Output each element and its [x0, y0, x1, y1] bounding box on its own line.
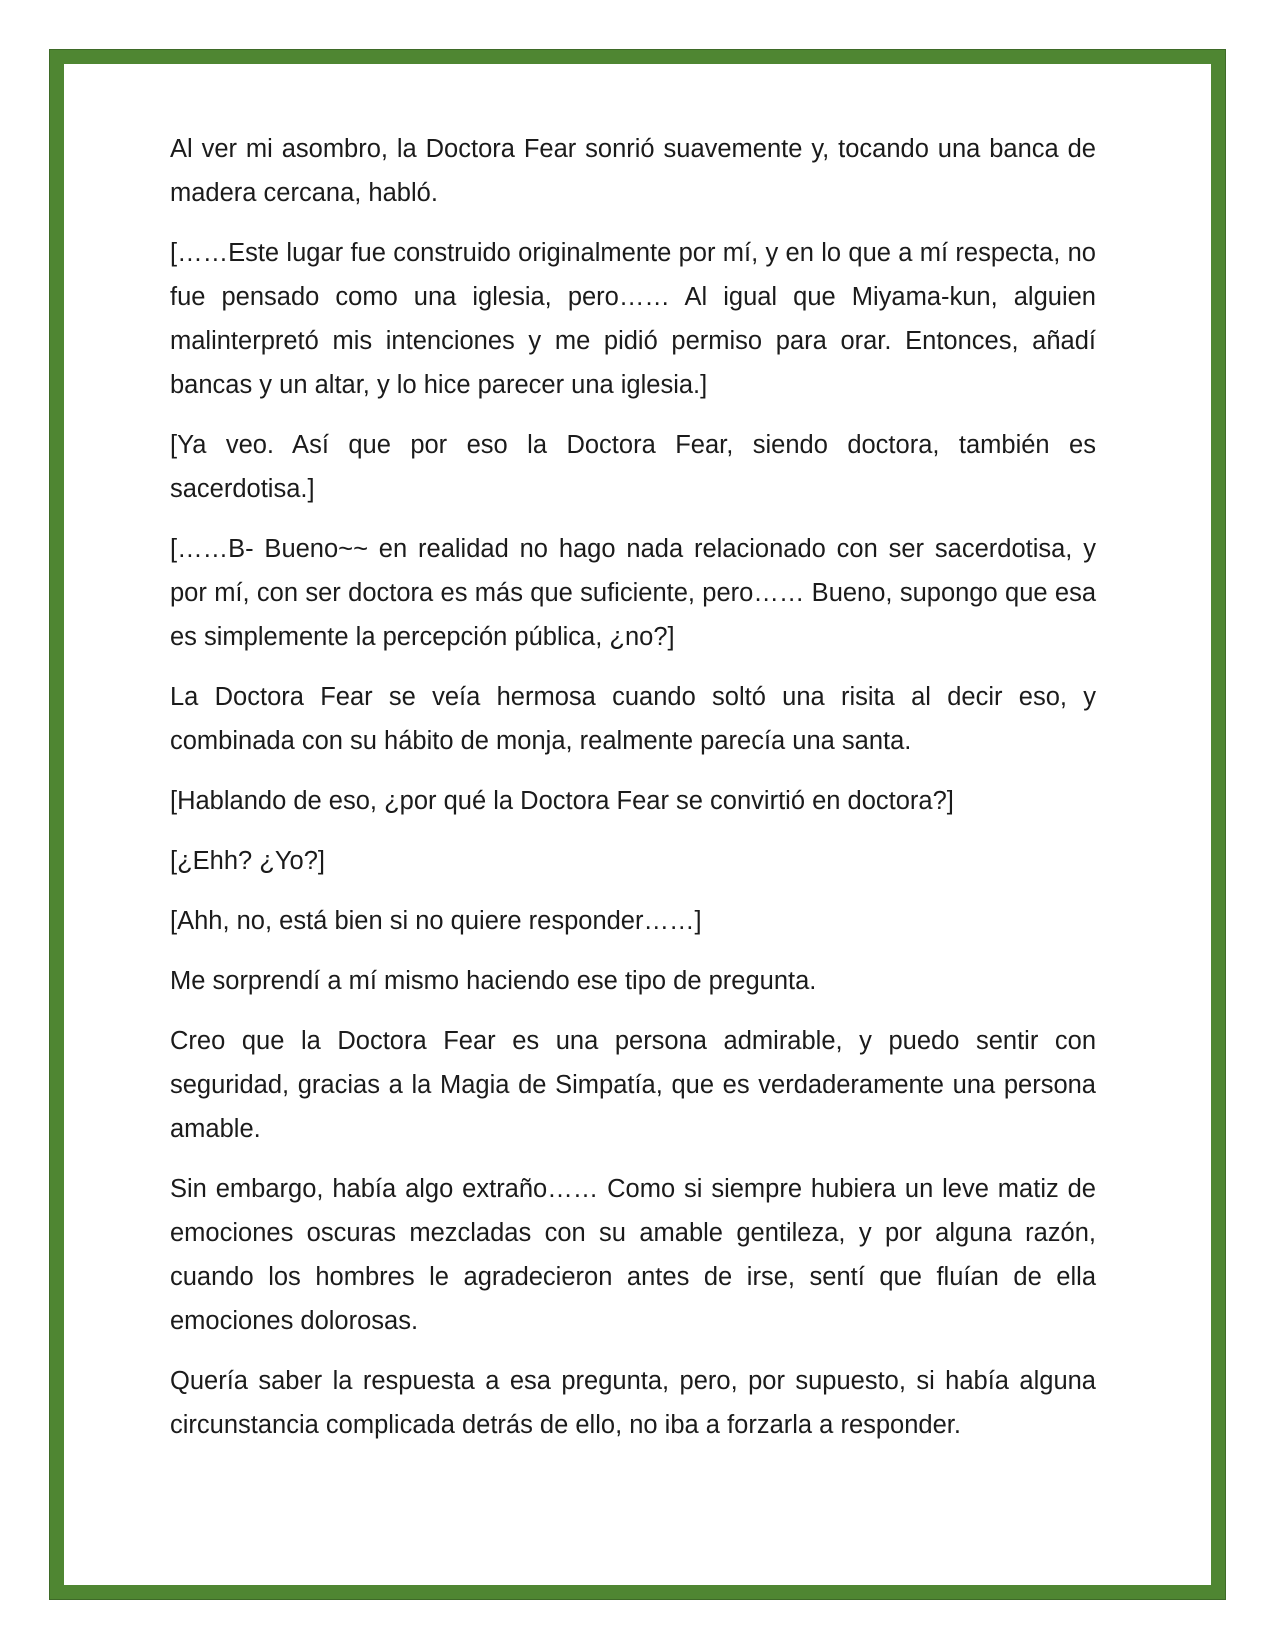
paragraph: [Ahh, no, está bien si no quiere responder……] — [170, 907, 702, 935]
paragraph: [¿Ehh? ¿Yo?] — [170, 847, 325, 875]
paragraph: Quería saber la respuesta a esa pregunta, pero, por supuesto, si había alguna circunstancia complicada detrás de ello, no iba a forzarla a responder. — [170, 1367, 1096, 1439]
paragraph: La Doctora Fear se veía hermosa cuando soltó una risita al decir eso, y combinada con su hábito de monja, realmente parecía una santa. — [170, 683, 1096, 755]
paragraph: [……Este lugar fue construido originalmente por mí, y en lo que a mí respecta, no fue pensado como una iglesia, pero…… Al igual que Miyama-kun, alguien malinterpretó mis intenciones y me pidió permiso para orar. Entonces, añadí bancas y un altar, y lo hice parecer una iglesia.] — [170, 239, 1096, 399]
paragraph: Me sorprendí a mí mismo haciendo ese tipo de pregunta. — [170, 967, 817, 995]
paragraph: [Hablando de eso, ¿por qué la Doctora Fear se convirtió en doctora?] — [170, 787, 954, 815]
paragraph: [……B- Bueno~~ en realidad no hago nada relacionado con ser sacerdotisa, y por mí, con ser doctora es más que suficiente, pero…… Bueno, supongo que esa es simplemente la percepción pública, ¿no?] — [170, 535, 1096, 651]
paragraph: Creo que la Doctora Fear es una persona admirable, y puedo sentir con seguridad, gracias a la Magia de Simpatía, que es verdaderamente una persona amable. — [170, 1027, 1096, 1143]
paragraph: [Ya veo. Así que por eso la Doctora Fear, siendo doctora, también es sacerdotisa.] — [170, 431, 1096, 503]
paragraph: Al ver mi asombro, la Doctora Fear sonrió suavemente y, tocando una banca de madera cercana, habló. — [170, 135, 1096, 207]
document-body — [170, 127, 1096, 1463]
paragraph: Sin embargo, había algo extraño…… Como si siempre hubiera un leve matiz de emociones oscuras mezcladas con su amable gentileza, y por alguna razón, cuando los hombres le agradecieron antes de irse, sentí que fluían de ella emociones dolorosas. — [170, 1175, 1096, 1335]
